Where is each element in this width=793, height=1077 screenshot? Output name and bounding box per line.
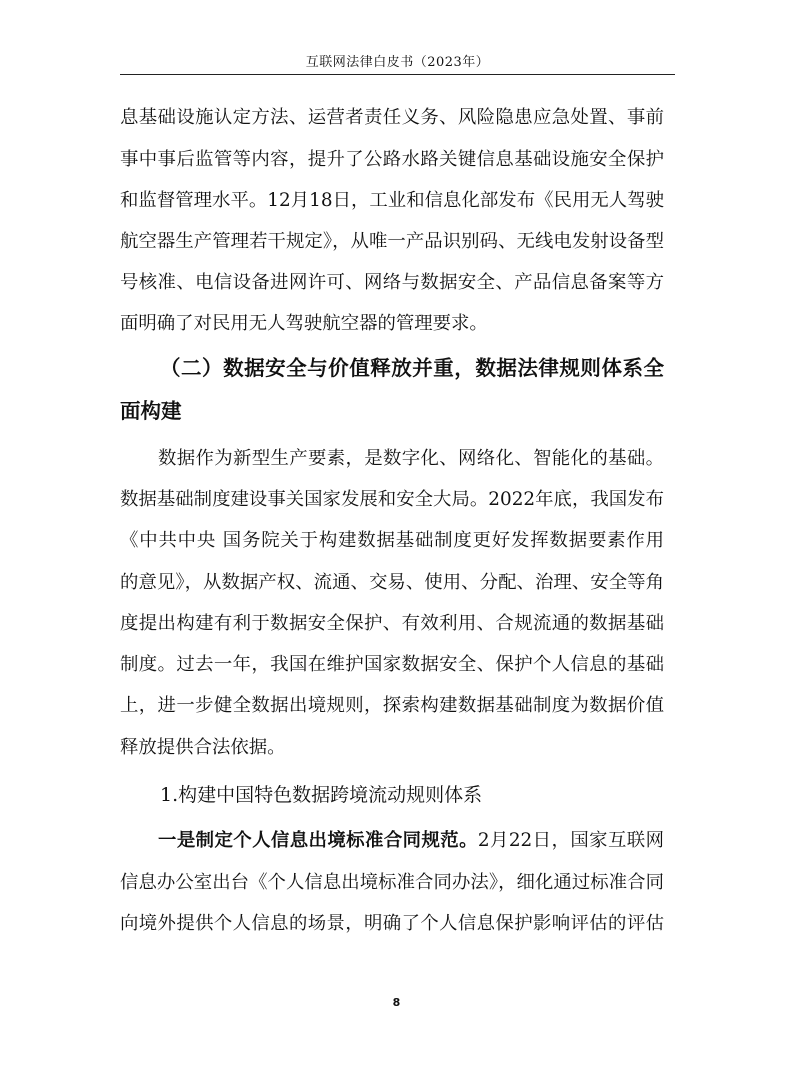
body-line: 号核准、电信设备进网许可、网络与数据安全、产品信息备案等方 [120, 272, 664, 293]
body-line: 上，进一步健全数据出境规则，探索构建数据基础制度为数据价值 [120, 695, 664, 716]
subsection-heading: 1.构建中国特色数据跨境流动规则体系 [160, 784, 483, 806]
body-text: 2月22日，国家互联网 [477, 830, 664, 851]
body-line: 《中共中央 国务院关于构建数据基础制度更好发挥数据要素作用 [120, 530, 664, 551]
body-line: 信息办公室出台《个人信息出境标准合同办法》，细化通过标准合同 [120, 872, 664, 893]
page-number: 8 [392, 996, 401, 1009]
body-line: 度提出构建有利于数据安全保护、有效利用、合规流通的数据基础 [120, 613, 664, 634]
body-line: 息基础设施认定方法、运营者责任义务、风险隐患应急处置、事前 [120, 107, 664, 128]
bold-lead-text: 一是制定个人信息出境标准合同规范。 [158, 830, 478, 851]
body-line: 和监督管理水平。12月18日，工业和信息化部发布《民用无人驾驶 [120, 190, 664, 211]
section-heading-line-1: （二）数据安全与价值释放并重，数据法律规则体系全 [160, 356, 664, 380]
body-line: 释放提供合法依据。 [120, 737, 286, 758]
header-title: 互联网法律白皮书（2023年） [305, 55, 490, 70]
body-line: 制度。过去一年，我国在维护国家数据安全、保护个人信息的基础 [120, 654, 664, 675]
body-line: 数据基础制度建设事关国家发展和安全大局。2022年底，我国发布 [120, 489, 664, 510]
body-line: 的意见》，从数据产权、流通、交易、使用、分配、治理、安全等角 [120, 572, 664, 593]
section-heading-line-2: 面构建 [120, 399, 182, 423]
header-divider [120, 74, 675, 75]
body-line: 航空器生产管理若干规定》，从唯一产品识别码、无线电发射设备型 [120, 231, 664, 252]
body-line-with-lead [158, 828, 664, 854]
body-line: 向境外提供个人信息的场景，明确了个人信息保护影响评估的评估 [120, 913, 664, 934]
body-line: 数据作为新型生产要素，是数字化、网络化、智能化的基础。 [158, 448, 664, 469]
body-line: 事中事后监管等内容，提升了公路水路关键信息基础设施安全保护 [120, 149, 664, 170]
body-line: 面明确了对民用无人驾驶航空器的管理要求。 [120, 313, 488, 334]
